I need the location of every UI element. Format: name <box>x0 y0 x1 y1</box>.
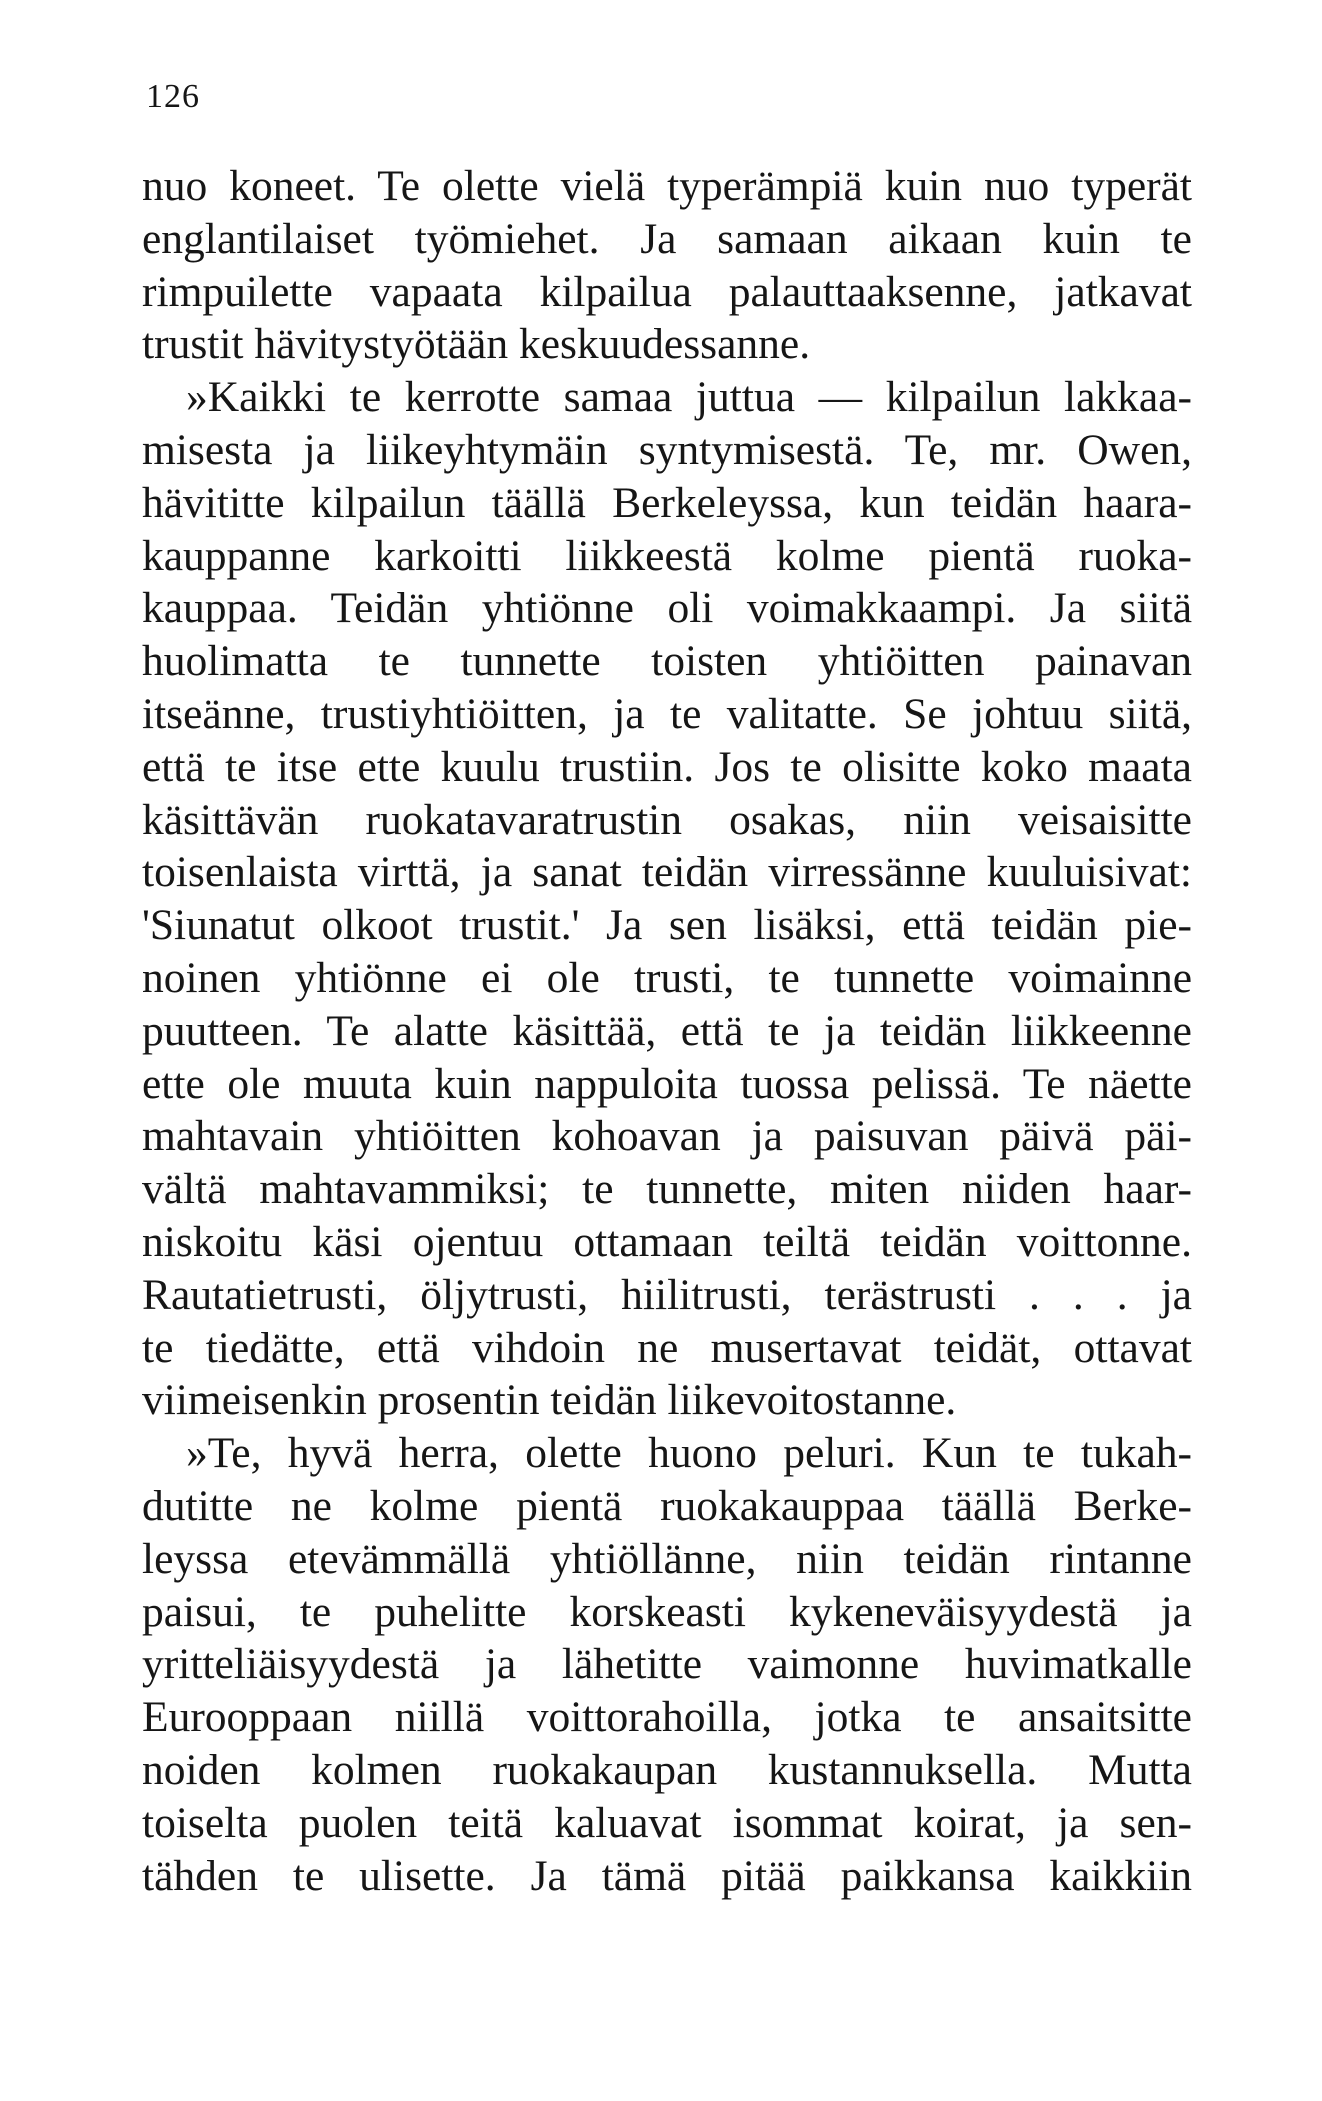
paragraph <box>142 160 1192 371</box>
text-line: kauppaa. Teidän yhtiönne oli voimakkaampi. Ja siitä <box>142 584 1192 633</box>
text-line: »Kaikki te kerrotte samaa juttua — kilpailun lakkaa- <box>186 373 1192 422</box>
text-line: hävititte kilpailun täällä Berkeleyssa, kun teidän haara- <box>142 478 1192 527</box>
text-line: englantilaiset työmiehet. Ja samaan aikaan kuin te <box>142 214 1192 263</box>
text-line: nuo koneet. Te olette vielä typerämpiä kuin nuo typerät <box>142 162 1192 210</box>
text-line: että te itse ette kuulu trustiin. Jos te olisitte koko maata <box>142 742 1192 791</box>
text-line: rimpuilette vapaata kilpailua palauttaaksenne, jatkavat <box>142 267 1192 316</box>
text-line: trustit hävitystyötään keskuudessanne. <box>142 320 811 369</box>
text-line: mahtavain yhtiöitten kohoavan ja paisuvan päivä päi- <box>142 1112 1192 1161</box>
page-number: 126 <box>146 78 200 115</box>
text-line: noiden kolmen ruokakaupan kustannuksella. Mutta <box>142 1745 1192 1794</box>
text-line: huolimatta te tunnette toisten yhtiöitten painavan <box>142 637 1192 686</box>
text-line: viimeisenkin prosentin teidän liikevoitostanne. <box>142 1376 957 1425</box>
text-line: Rautatietrusti, öljytrusti, hiilitrusti, terästrusti . . . ja <box>142 1270 1192 1319</box>
text-line: »Te, hyvä herra, olette huono peluri. Kun te tukah- <box>186 1429 1192 1478</box>
text-line: dutitte ne kolme pientä ruokakauppaa täällä Berke- <box>142 1481 1192 1530</box>
text-line: 'Siunatut olkoot trustit.' Ja sen lisäksi, että teidän pie- <box>142 901 1192 950</box>
body-text <box>142 160 1192 1902</box>
text-line: itseänne, trustiyhtiöitten, ja te valitatte. Se johtuu siitä, <box>142 689 1192 738</box>
text-line: leyssa etevämmällä yhtiöllänne, niin teidän rintanne <box>142 1534 1192 1583</box>
text-line: yritteliäisyydestä ja lähetitte vaimonne huvimatkalle <box>142 1640 1192 1689</box>
text-line: Eurooppaan niillä voittorahoilla, jotka te ansaitsitte <box>142 1693 1192 1742</box>
paragraph <box>142 371 1192 1427</box>
text-line: noinen yhtiönne ei ole trusti, te tunnette voimainne <box>142 953 1192 1002</box>
text-line: ette ole muuta kuin nappuloita tuossa pelissä. Te näette <box>142 1059 1192 1108</box>
text-line: tähden te ulisette. Ja tämä pitää paikkansa kaikkiin <box>142 1851 1192 1900</box>
paragraph <box>142 1427 1192 1902</box>
text-line: käsittävän ruokatavaratrustin osakas, niin veisaisitte <box>142 795 1192 844</box>
text-line: toisenlaista virttä, ja sanat teidän virressänne kuuluisivat: <box>142 848 1192 897</box>
text-line: te tiedätte, että vihdoin ne musertavat teidät, ottavat <box>142 1323 1192 1372</box>
text-line: kauppanne karkoitti liikkeestä kolme pientä ruoka- <box>142 531 1192 580</box>
text-line: paisui, te puhelitte korskeasti kykeneväisyydestä ja <box>142 1587 1192 1636</box>
text-line: puutteen. Te alatte käsittää, että te ja teidän liikkeenne <box>142 1006 1192 1055</box>
text-line: vältä mahtavammiksi; te tunnette, miten niiden haar- <box>142 1165 1192 1214</box>
text-line: niskoitu käsi ojentuu ottamaan teiltä teidän voittonne. <box>142 1217 1192 1266</box>
text-line: toiselta puolen teitä kaluavat isommat koirat, ja sen- <box>142 1798 1192 1847</box>
text-line: misesta ja liikeyhtymäin syntymisestä. Te, mr. Owen, <box>142 425 1192 474</box>
